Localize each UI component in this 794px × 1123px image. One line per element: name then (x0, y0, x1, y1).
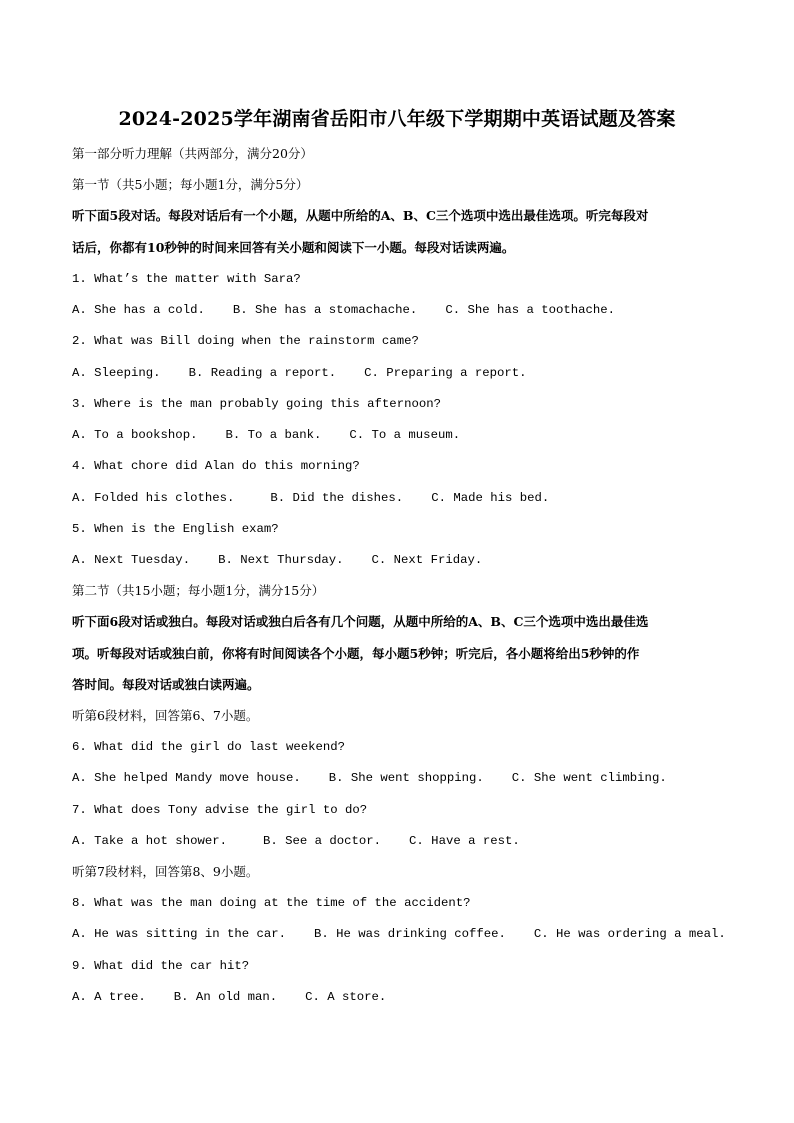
question-2: 2. What was Bill doing when the rainstorm came? (72, 334, 419, 348)
option-a: A. Folded his clothes. (72, 491, 235, 505)
question-2-options (72, 365, 527, 381)
option-c: C. Next Friday. (371, 553, 483, 567)
option-c: C. She went climbing. (511, 771, 667, 785)
option-b: B. Reading a report. (188, 366, 337, 380)
option-a: A. To a bookshop. (72, 428, 198, 442)
question-1: 1. What’s the matter with Sara? (72, 272, 301, 286)
option-c: C. Preparing a report. (364, 366, 527, 380)
question-6: 6. What did the girl do last weekend? (72, 740, 346, 754)
section2-instructions-line1: 听下面6段对话或独白。每段对话或独白后各有几个问题，从题中所给的A、B、C三个选项中选出最佳选 (72, 614, 649, 629)
section2-instructions-line2: 项。听每段对话或独白前，你将有时间阅读各个小题，每小题5秒钟；听完后，各小题将给出5秒钟的作 (72, 646, 640, 661)
question-1-options (72, 302, 615, 318)
part1-heading: 第一部分听力理解（共两部分，满分20分） (72, 146, 313, 161)
option-a: A. A tree. (72, 990, 146, 1004)
question-4-options (72, 490, 549, 506)
option-c: C. Have a rest. (409, 834, 520, 848)
option-b: B. An old man. (173, 990, 278, 1004)
option-b: B. He was drinking coffee. (314, 927, 506, 941)
option-a: A. He was sitting in the car. (72, 927, 287, 941)
question-9-options (72, 989, 386, 1005)
option-c: C. He was ordering a meal. (533, 927, 726, 941)
material-6-note: 听第6段材料，回答第6、7小题。 (72, 708, 259, 723)
question-5-options (72, 552, 482, 568)
option-a: A. She helped Mandy move house. (72, 771, 301, 785)
option-c: C. Made his bed. (431, 491, 550, 505)
question-7: 7. What does Tony advise the girl to do? (72, 803, 368, 817)
option-a: A. She has a cold. (72, 303, 205, 317)
question-7-options (72, 833, 520, 849)
option-b: B. She has a stomachache. (232, 303, 418, 317)
question-4: 4. What chore did Alan do this morning? (72, 459, 360, 473)
section2-heading: 第二节（共15小题；每小题1分，满分15分） (72, 583, 325, 598)
option-a: A. Next Tuesday. (72, 553, 191, 567)
section2-instructions-line3: 答时间。每段对话或独白读两遍。 (72, 677, 260, 692)
option-b: B. See a doctor. (262, 834, 382, 848)
option-c: C. She has a toothache. (445, 303, 616, 317)
document-title: 2024-2025学年湖南省岳阳市八年级下学期期中英语试题及答案 (118, 108, 676, 130)
question-8: 8. What was the man doing at the time of the accident? (72, 896, 471, 910)
option-b: B. To a bank. (225, 428, 322, 442)
material-7-note: 听第7段材料，回答第8、9小题。 (72, 864, 259, 879)
question-9: 9. What did the car hit? (72, 959, 250, 973)
section1-instructions-line1: 听下面5段对话。每段对话后有一个小题，从题中所给的A、B、C三个选项中选出最佳选项。听完每段对 (72, 208, 649, 223)
question-3-options (72, 427, 460, 443)
question-6-options (72, 770, 667, 786)
question-5: 5. When is the English exam? (72, 522, 279, 536)
option-c: C. A store. (305, 990, 387, 1004)
question-8-options (72, 926, 726, 942)
option-a: A. Take a hot shower. (72, 834, 227, 848)
option-b: B. Did the dishes. (270, 491, 404, 505)
option-b: B. She went shopping. (328, 771, 484, 785)
section1-heading: 第一节（共5小题；每小题1分，满分5分） (72, 177, 309, 192)
section1-instructions-line2: 话后，你都有10秒钟的时间来回答有关小题和阅读下一小题。每段对话读两遍。 (72, 240, 515, 255)
option-c: C. To a museum. (349, 428, 461, 442)
option-a: A. Sleeping. (72, 366, 161, 380)
question-3: 3. Where is the man probably going this afternoon? (72, 397, 441, 411)
option-b: B. Next Thursday. (218, 553, 344, 567)
